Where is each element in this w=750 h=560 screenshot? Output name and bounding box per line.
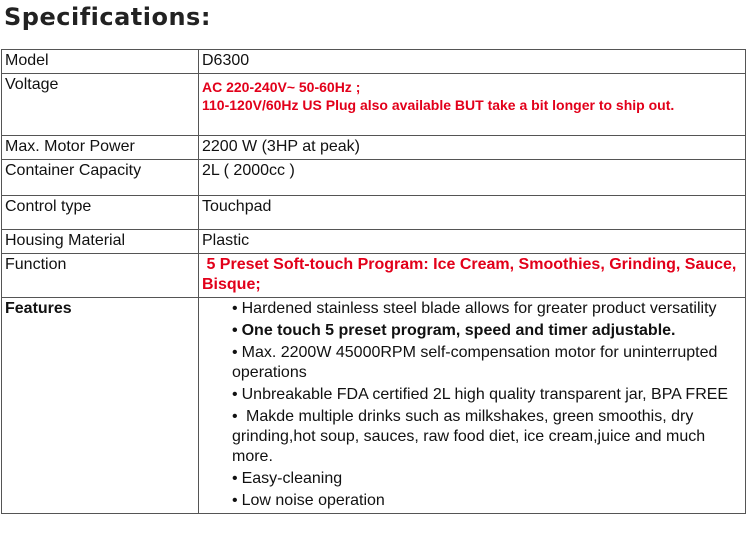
- row-value: 2L ( 2000cc ): [199, 160, 746, 196]
- table-row: [2, 196, 746, 230]
- row-label: Max. Motor Power: [2, 136, 199, 160]
- voltage-line-1: AC 220-240V~ 50-60Hz ;: [202, 79, 361, 95]
- row-value: [199, 74, 746, 136]
- bullet-icon: •: [232, 470, 238, 487]
- list-item: • Unbreakable FDA certified 2L high quality transparent jar, BPA FREE: [232, 386, 729, 403]
- table-row: [2, 74, 746, 136]
- list-item: • Makde multiple drinks such as milkshakes, green smoothis, dry grinding,hot soup, sauces, raw food diet, ice cream,juice and much more.: [232, 408, 710, 465]
- bullet-icon: •: [232, 386, 238, 403]
- bullet-icon: •: [232, 408, 238, 425]
- table-row: [2, 298, 746, 514]
- table-row: [2, 160, 746, 196]
- row-label: Voltage: [2, 74, 199, 136]
- bullet-icon: •: [232, 300, 238, 317]
- row-value: D6300: [199, 50, 746, 74]
- row-value: Plastic: [199, 230, 746, 254]
- features-cell: [199, 298, 746, 514]
- features-list: [202, 299, 742, 511]
- row-value: Touchpad: [199, 196, 746, 230]
- list-item: • Hardened stainless steel blade allows for greater product versatility: [232, 300, 717, 317]
- list-item: • Easy-cleaning: [232, 470, 343, 487]
- row-label: Housing Material: [2, 230, 199, 254]
- table-row: [2, 136, 746, 160]
- list-item: • Low noise operation: [232, 492, 385, 509]
- list-item: • Max. 2200W 45000RPM self-compensation motor for uninterrupted operations: [232, 344, 718, 381]
- bullet-icon: •: [232, 322, 238, 339]
- row-label: Model: [2, 50, 199, 74]
- table-row: [2, 50, 746, 74]
- row-value: 5 Preset Soft-touch Program: Ice Cream, Smoothies, Grinding, Sauce, Bisque;: [199, 254, 746, 298]
- voltage-line-2: 110-120V/60Hz US Plug also available BUT take a bit longer to ship out.: [202, 97, 675, 113]
- row-label: Features: [2, 298, 199, 514]
- list-item: • One touch 5 preset program, speed and timer adjustable.: [232, 322, 676, 339]
- bullet-icon: •: [232, 344, 238, 361]
- table-row: [2, 230, 746, 254]
- row-label: Function: [2, 254, 199, 298]
- table-row: [2, 254, 746, 298]
- row-label: Container Capacity: [2, 160, 199, 196]
- page-title: Specifications:: [4, 3, 211, 31]
- specifications-table: [1, 49, 746, 514]
- bullet-icon: •: [232, 492, 238, 509]
- row-label: Control type: [2, 196, 199, 230]
- row-value: 2200 W (3HP at peak): [199, 136, 746, 160]
